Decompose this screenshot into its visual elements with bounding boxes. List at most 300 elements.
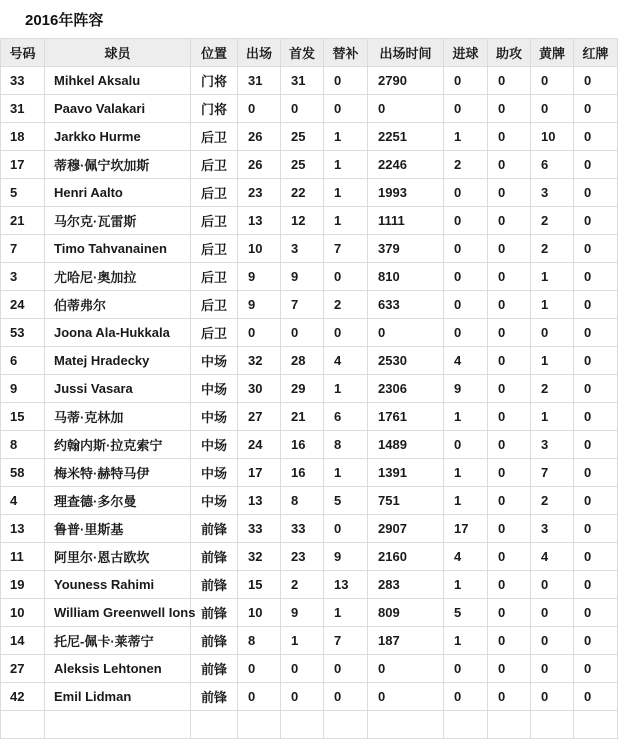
cell-number: 21 <box>1 207 45 235</box>
cell-red-cards: 0 <box>574 347 618 375</box>
cell-starts: 33 <box>281 515 324 543</box>
cell-yellow-cards: 1 <box>531 403 574 431</box>
player-row[interactable] <box>1 319 618 347</box>
cell-goals: 0 <box>444 291 488 319</box>
cell-number: 6 <box>1 347 45 375</box>
cell-position: 后卫 <box>191 151 238 179</box>
cell-number: 19 <box>1 571 45 599</box>
cell-red-cards: 0 <box>574 263 618 291</box>
player-row[interactable] <box>1 375 618 403</box>
cell-player: Henri Aalto <box>45 179 191 207</box>
cell-empty <box>1 711 45 739</box>
cell-minutes: 379 <box>368 235 444 263</box>
cell-red-cards: 0 <box>574 179 618 207</box>
cell-player: William Greenwell Ions <box>45 599 191 627</box>
cell-assists: 0 <box>488 487 531 515</box>
cell-appearances: 13 <box>238 207 281 235</box>
cell-assists: 0 <box>488 571 531 599</box>
cell-yellow-cards: 0 <box>531 655 574 683</box>
cell-appearances: 24 <box>238 431 281 459</box>
player-row[interactable] <box>1 263 618 291</box>
cell-goals: 0 <box>444 319 488 347</box>
cell-goals: 5 <box>444 599 488 627</box>
page-header <box>0 0 621 38</box>
cell-goals: 0 <box>444 235 488 263</box>
cell-empty <box>45 711 191 739</box>
cell-player: 蒂穆·佩宁坎加斯 <box>45 151 191 179</box>
cell-yellow-cards: 0 <box>531 95 574 123</box>
cell-position: 中场 <box>191 375 238 403</box>
cell-minutes: 187 <box>368 627 444 655</box>
cell-yellow-cards: 1 <box>531 291 574 319</box>
cell-yellow-cards: 0 <box>531 627 574 655</box>
cell-player: 梅米特·赫特马伊 <box>45 459 191 487</box>
cell-yellow-cards: 2 <box>531 235 574 263</box>
squad-table-body <box>1 67 618 739</box>
cell-appearances: 23 <box>238 179 281 207</box>
cell-empty <box>238 711 281 739</box>
cell-minutes: 2246 <box>368 151 444 179</box>
cell-appearances: 0 <box>238 655 281 683</box>
cell-minutes: 1993 <box>368 179 444 207</box>
cell-subs: 0 <box>324 95 368 123</box>
cell-subs: 4 <box>324 347 368 375</box>
cell-subs: 0 <box>324 515 368 543</box>
column-header-starts: 首发 <box>281 39 324 67</box>
cell-position: 前锋 <box>191 571 238 599</box>
cell-starts: 22 <box>281 179 324 207</box>
player-row[interactable] <box>1 403 618 431</box>
cell-assists: 0 <box>488 431 531 459</box>
cell-assists: 0 <box>488 179 531 207</box>
player-row[interactable] <box>1 431 618 459</box>
cell-goals: 0 <box>444 207 488 235</box>
cell-position: 前锋 <box>191 515 238 543</box>
cell-position: 门将 <box>191 95 238 123</box>
column-header-minutes: 出场时间 <box>368 39 444 67</box>
cell-starts: 25 <box>281 123 324 151</box>
cell-empty <box>444 711 488 739</box>
cell-appearances: 26 <box>238 151 281 179</box>
cell-number: 24 <box>1 291 45 319</box>
cell-goals: 1 <box>444 403 488 431</box>
cell-appearances: 9 <box>238 263 281 291</box>
cell-number: 15 <box>1 403 45 431</box>
cell-yellow-cards: 1 <box>531 347 574 375</box>
cell-red-cards: 0 <box>574 375 618 403</box>
cell-appearances: 10 <box>238 599 281 627</box>
player-row[interactable] <box>1 179 618 207</box>
cell-subs: 1 <box>324 207 368 235</box>
cell-red-cards: 0 <box>574 683 618 711</box>
cell-subs: 0 <box>324 263 368 291</box>
cell-position: 后卫 <box>191 291 238 319</box>
column-header-appearances: 出场 <box>238 39 281 67</box>
cell-goals: 4 <box>444 347 488 375</box>
cell-minutes: 1761 <box>368 403 444 431</box>
cell-starts: 28 <box>281 347 324 375</box>
player-row[interactable] <box>1 347 618 375</box>
page-title: 2016年阵容 <box>25 12 104 29</box>
cell-number: 8 <box>1 431 45 459</box>
cell-yellow-cards: 0 <box>531 571 574 599</box>
cell-subs: 0 <box>324 319 368 347</box>
cell-subs: 6 <box>324 403 368 431</box>
cell-player: Aleksis Lehtonen <box>45 655 191 683</box>
player-row[interactable] <box>1 95 618 123</box>
cell-assists: 0 <box>488 67 531 95</box>
cell-player: 马尔克·瓦雷斯 <box>45 207 191 235</box>
cell-assists: 0 <box>488 235 531 263</box>
cell-assists: 0 <box>488 347 531 375</box>
cell-appearances: 17 <box>238 459 281 487</box>
cell-number: 14 <box>1 627 45 655</box>
cell-assists: 0 <box>488 543 531 571</box>
cell-yellow-cards: 3 <box>531 179 574 207</box>
cell-red-cards: 0 <box>574 599 618 627</box>
cell-minutes: 2790 <box>368 67 444 95</box>
cell-appearances: 26 <box>238 123 281 151</box>
player-row[interactable] <box>1 459 618 487</box>
cell-red-cards: 0 <box>574 235 618 263</box>
cell-goals: 0 <box>444 95 488 123</box>
column-header-red-cards: 红牌 <box>574 39 618 67</box>
cell-empty <box>191 711 238 739</box>
cell-number: 5 <box>1 179 45 207</box>
cell-subs: 1 <box>324 599 368 627</box>
cell-starts: 25 <box>281 151 324 179</box>
cell-player: Mihkel Aksalu <box>45 67 191 95</box>
cell-position: 前锋 <box>191 655 238 683</box>
player-row[interactable] <box>1 515 618 543</box>
cell-yellow-cards: 4 <box>531 543 574 571</box>
cell-number: 13 <box>1 515 45 543</box>
clipped-row <box>1 711 618 739</box>
squad-table <box>0 38 618 739</box>
cell-yellow-cards: 0 <box>531 319 574 347</box>
cell-number: 17 <box>1 151 45 179</box>
cell-player: Youness Rahimi <box>45 571 191 599</box>
player-row[interactable] <box>1 151 618 179</box>
cell-starts: 29 <box>281 375 324 403</box>
player-row[interactable] <box>1 655 618 683</box>
cell-assists: 0 <box>488 655 531 683</box>
cell-minutes: 2907 <box>368 515 444 543</box>
cell-player: 伯蒂弗尔 <box>45 291 191 319</box>
cell-yellow-cards: 0 <box>531 599 574 627</box>
column-header-goals: 进球 <box>444 39 488 67</box>
cell-starts: 2 <box>281 571 324 599</box>
cell-starts: 21 <box>281 403 324 431</box>
cell-minutes: 1111 <box>368 207 444 235</box>
cell-goals: 4 <box>444 543 488 571</box>
cell-player: 约翰内斯·拉克索宁 <box>45 431 191 459</box>
cell-player: 鲁普·里斯基 <box>45 515 191 543</box>
column-header-subs: 替补 <box>324 39 368 67</box>
cell-appearances: 13 <box>238 487 281 515</box>
cell-minutes: 283 <box>368 571 444 599</box>
cell-subs: 0 <box>324 67 368 95</box>
cell-player: Jarkko Hurme <box>45 123 191 151</box>
cell-assists: 0 <box>488 515 531 543</box>
cell-yellow-cards: 2 <box>531 207 574 235</box>
cell-yellow-cards: 0 <box>531 67 574 95</box>
cell-subs: 1 <box>324 179 368 207</box>
cell-goals: 1 <box>444 487 488 515</box>
cell-number: 27 <box>1 655 45 683</box>
cell-starts: 0 <box>281 655 324 683</box>
column-header-assists: 助攻 <box>488 39 531 67</box>
cell-starts: 9 <box>281 263 324 291</box>
cell-red-cards: 0 <box>574 403 618 431</box>
player-row[interactable] <box>1 683 618 711</box>
column-header-position: 位置 <box>191 39 238 67</box>
cell-subs: 8 <box>324 431 368 459</box>
cell-number: 31 <box>1 95 45 123</box>
cell-position: 后卫 <box>191 235 238 263</box>
cell-number: 4 <box>1 487 45 515</box>
cell-red-cards: 0 <box>574 627 618 655</box>
player-row[interactable] <box>1 235 618 263</box>
cell-empty <box>281 711 324 739</box>
cell-position: 前锋 <box>191 683 238 711</box>
cell-yellow-cards: 10 <box>531 123 574 151</box>
cell-goals: 0 <box>444 655 488 683</box>
cell-position: 后卫 <box>191 263 238 291</box>
cell-empty <box>574 711 618 739</box>
cell-number: 58 <box>1 459 45 487</box>
cell-red-cards: 0 <box>574 151 618 179</box>
cell-goals: 0 <box>444 431 488 459</box>
cell-yellow-cards: 1 <box>531 263 574 291</box>
cell-assists: 0 <box>488 599 531 627</box>
cell-minutes: 633 <box>368 291 444 319</box>
cell-yellow-cards: 3 <box>531 431 574 459</box>
cell-position: 中场 <box>191 347 238 375</box>
cell-number: 9 <box>1 375 45 403</box>
cell-minutes: 810 <box>368 263 444 291</box>
cell-assists: 0 <box>488 291 531 319</box>
cell-starts: 7 <box>281 291 324 319</box>
cell-assists: 0 <box>488 403 531 431</box>
cell-starts: 0 <box>281 683 324 711</box>
cell-subs: 9 <box>324 543 368 571</box>
cell-yellow-cards: 0 <box>531 683 574 711</box>
cell-position: 前锋 <box>191 599 238 627</box>
cell-minutes: 1489 <box>368 431 444 459</box>
cell-goals: 0 <box>444 67 488 95</box>
cell-number: 10 <box>1 599 45 627</box>
cell-yellow-cards: 2 <box>531 375 574 403</box>
cell-player: Jussi Vasara <box>45 375 191 403</box>
cell-appearances: 27 <box>238 403 281 431</box>
cell-assists: 0 <box>488 151 531 179</box>
cell-empty <box>488 711 531 739</box>
cell-number: 33 <box>1 67 45 95</box>
cell-goals: 1 <box>444 123 488 151</box>
cell-red-cards: 0 <box>574 291 618 319</box>
cell-subs: 7 <box>324 627 368 655</box>
cell-appearances: 0 <box>238 683 281 711</box>
cell-yellow-cards: 2 <box>531 487 574 515</box>
player-row[interactable] <box>1 67 618 95</box>
cell-player: 阿里尔·恩古欧坎 <box>45 543 191 571</box>
cell-player: 马蒂·克林加 <box>45 403 191 431</box>
player-row[interactable] <box>1 291 618 319</box>
cell-minutes: 751 <box>368 487 444 515</box>
cell-appearances: 15 <box>238 571 281 599</box>
cell-red-cards: 0 <box>574 207 618 235</box>
cell-starts: 0 <box>281 95 324 123</box>
cell-minutes: 2530 <box>368 347 444 375</box>
cell-position: 后卫 <box>191 123 238 151</box>
player-row[interactable] <box>1 599 618 627</box>
cell-starts: 12 <box>281 207 324 235</box>
cell-goals: 1 <box>444 571 488 599</box>
cell-assists: 0 <box>488 207 531 235</box>
cell-minutes: 1391 <box>368 459 444 487</box>
cell-assists: 0 <box>488 95 531 123</box>
cell-assists: 0 <box>488 375 531 403</box>
cell-subs: 1 <box>324 123 368 151</box>
cell-assists: 0 <box>488 627 531 655</box>
cell-position: 中场 <box>191 487 238 515</box>
cell-goals: 1 <box>444 459 488 487</box>
cell-appearances: 32 <box>238 543 281 571</box>
cell-appearances: 8 <box>238 627 281 655</box>
cell-position: 中场 <box>191 431 238 459</box>
cell-red-cards: 0 <box>574 67 618 95</box>
player-row[interactable] <box>1 627 618 655</box>
cell-subs: 13 <box>324 571 368 599</box>
cell-red-cards: 0 <box>574 95 618 123</box>
cell-red-cards: 0 <box>574 431 618 459</box>
cell-subs: 5 <box>324 487 368 515</box>
cell-empty <box>324 711 368 739</box>
cell-position: 后卫 <box>191 179 238 207</box>
cell-yellow-cards: 3 <box>531 515 574 543</box>
cell-assists: 0 <box>488 683 531 711</box>
cell-player: Matej Hradecky <box>45 347 191 375</box>
cell-red-cards: 0 <box>574 459 618 487</box>
cell-minutes: 0 <box>368 655 444 683</box>
cell-goals: 1 <box>444 627 488 655</box>
cell-empty <box>531 711 574 739</box>
cell-yellow-cards: 7 <box>531 459 574 487</box>
cell-goals: 0 <box>444 683 488 711</box>
cell-goals: 17 <box>444 515 488 543</box>
cell-assists: 0 <box>488 459 531 487</box>
cell-red-cards: 0 <box>574 655 618 683</box>
cell-player: Paavo Valakari <box>45 95 191 123</box>
cell-goals: 9 <box>444 375 488 403</box>
cell-subs: 1 <box>324 375 368 403</box>
player-row[interactable] <box>1 123 618 151</box>
player-row[interactable] <box>1 207 618 235</box>
cell-minutes: 0 <box>368 319 444 347</box>
cell-position: 前锋 <box>191 627 238 655</box>
cell-starts: 8 <box>281 487 324 515</box>
player-row[interactable] <box>1 543 618 571</box>
cell-minutes: 0 <box>368 683 444 711</box>
cell-yellow-cards: 6 <box>531 151 574 179</box>
cell-starts: 0 <box>281 319 324 347</box>
cell-subs: 1 <box>324 151 368 179</box>
player-row[interactable] <box>1 487 618 515</box>
column-header-number: 号码 <box>1 39 45 67</box>
cell-number: 18 <box>1 123 45 151</box>
cell-appearances: 33 <box>238 515 281 543</box>
cell-minutes: 0 <box>368 95 444 123</box>
cell-player: Timo Tahvanainen <box>45 235 191 263</box>
cell-minutes: 2160 <box>368 543 444 571</box>
cell-red-cards: 0 <box>574 319 618 347</box>
cell-starts: 1 <box>281 627 324 655</box>
cell-position: 中场 <box>191 403 238 431</box>
cell-number: 53 <box>1 319 45 347</box>
cell-subs: 2 <box>324 291 368 319</box>
cell-starts: 9 <box>281 599 324 627</box>
cell-position: 后卫 <box>191 319 238 347</box>
cell-red-cards: 0 <box>574 515 618 543</box>
cell-goals: 0 <box>444 179 488 207</box>
cell-starts: 16 <box>281 459 324 487</box>
cell-assists: 0 <box>488 263 531 291</box>
cell-goals: 2 <box>444 151 488 179</box>
cell-minutes: 809 <box>368 599 444 627</box>
cell-red-cards: 0 <box>574 571 618 599</box>
column-header-player: 球员 <box>45 39 191 67</box>
cell-assists: 0 <box>488 123 531 151</box>
cell-position: 门将 <box>191 67 238 95</box>
cell-player: 尤哈尼·奥加拉 <box>45 263 191 291</box>
header-row <box>1 39 618 67</box>
cell-appearances: 10 <box>238 235 281 263</box>
cell-red-cards: 0 <box>574 543 618 571</box>
cell-minutes: 2306 <box>368 375 444 403</box>
cell-position: 后卫 <box>191 207 238 235</box>
cell-number: 11 <box>1 543 45 571</box>
cell-appearances: 32 <box>238 347 281 375</box>
cell-subs: 7 <box>324 235 368 263</box>
cell-red-cards: 0 <box>574 123 618 151</box>
cell-position: 前锋 <box>191 543 238 571</box>
cell-player: Emil Lidman <box>45 683 191 711</box>
cell-assists: 0 <box>488 319 531 347</box>
column-header-yellow-cards: 黄牌 <box>531 39 574 67</box>
cell-number: 7 <box>1 235 45 263</box>
cell-appearances: 31 <box>238 67 281 95</box>
cell-starts: 3 <box>281 235 324 263</box>
cell-appearances: 0 <box>238 319 281 347</box>
cell-starts: 16 <box>281 431 324 459</box>
cell-player: 理查德·多尔曼 <box>45 487 191 515</box>
cell-player: 托尼-佩卡·莱蒂宁 <box>45 627 191 655</box>
player-row[interactable] <box>1 571 618 599</box>
cell-player: Joona Ala-Hukkala <box>45 319 191 347</box>
cell-number: 42 <box>1 683 45 711</box>
cell-starts: 23 <box>281 543 324 571</box>
cell-empty <box>368 711 444 739</box>
cell-subs: 0 <box>324 683 368 711</box>
cell-goals: 0 <box>444 263 488 291</box>
cell-appearances: 30 <box>238 375 281 403</box>
cell-position: 中场 <box>191 459 238 487</box>
cell-starts: 31 <box>281 67 324 95</box>
cell-number: 3 <box>1 263 45 291</box>
cell-minutes: 2251 <box>368 123 444 151</box>
cell-appearances: 9 <box>238 291 281 319</box>
